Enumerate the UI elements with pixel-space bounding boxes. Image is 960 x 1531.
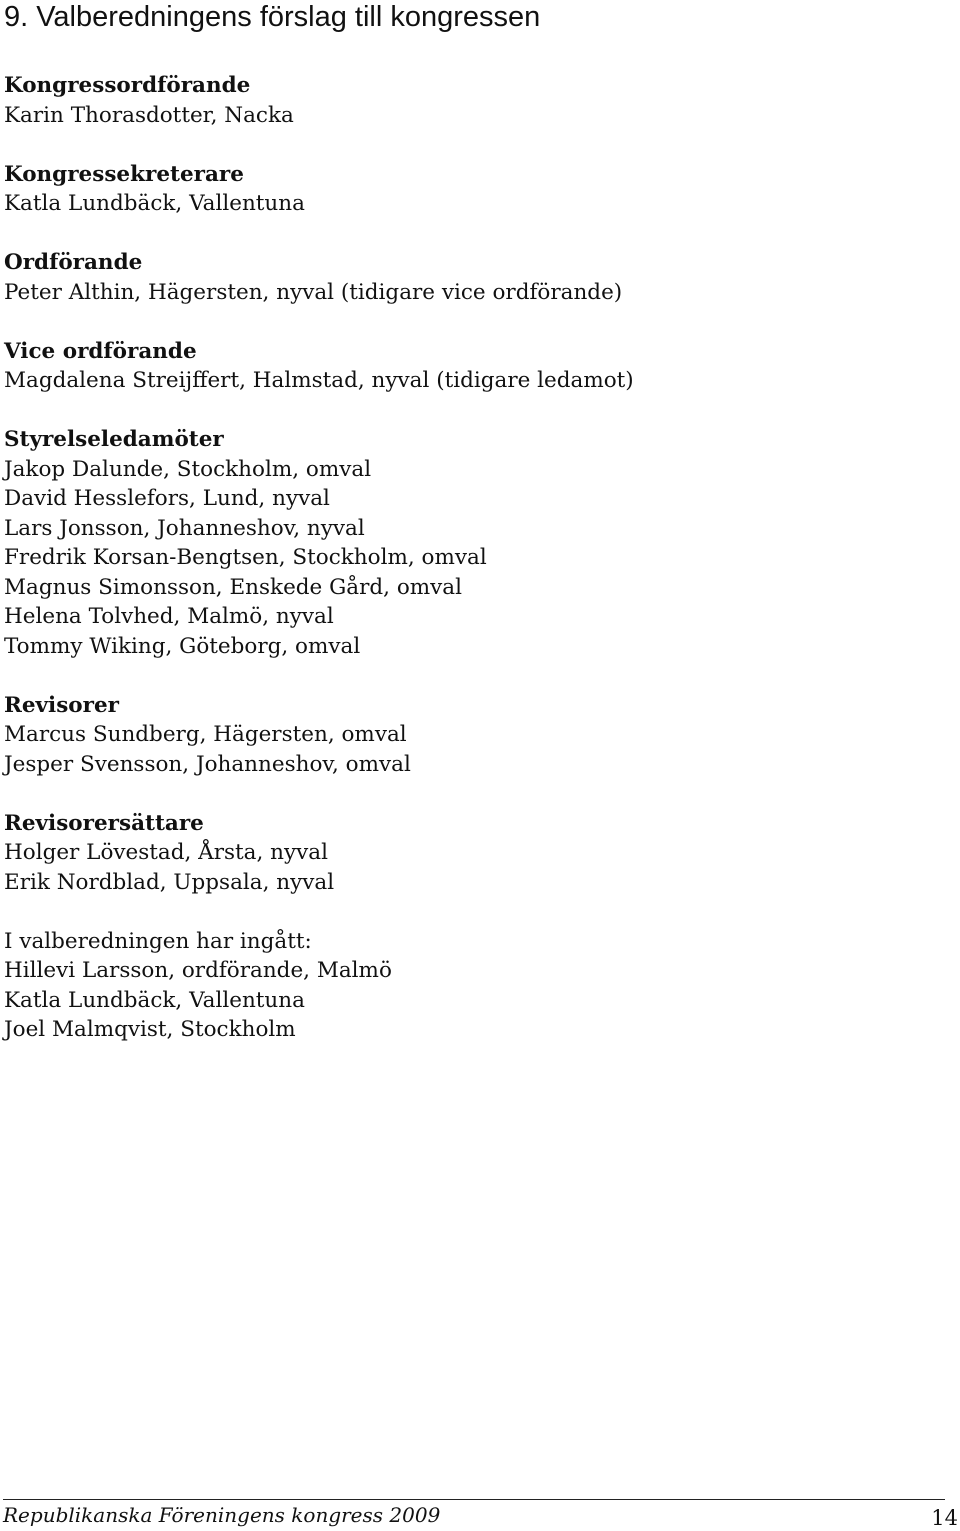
section-styrelseledamoter — [4, 425, 944, 661]
section-vice-ordforande — [4, 337, 944, 396]
committee-member: Hillevi Larsson, ordförande, Malmö — [4, 958, 392, 983]
section-line: Helena Tolvhed, Malmö, nyval — [4, 604, 334, 629]
page-title: 9. Valberedningens förslag till kongressen — [4, 1, 541, 33]
section-ordforande — [4, 248, 944, 307]
committee-member: Katla Lundbäck, Vallentuna — [4, 987, 305, 1013]
section-heading: Revisorersättare — [4, 810, 204, 836]
section-heading: Revisorer — [4, 692, 119, 718]
section-kongressekreterare — [4, 160, 944, 219]
section-line: Holger Lövestad, Årsta, nyval — [4, 840, 328, 865]
section-line: Erik Nordblad, Uppsala, nyval — [4, 869, 335, 895]
section-line: Jesper Svensson, Johanneshov, omval — [4, 751, 411, 777]
section-line: Peter Althin, Hägersten, nyval (tidigare vice ordförande) — [4, 279, 623, 305]
committee-intro: I valberedningen har ingått: — [4, 928, 312, 954]
section-line: Jakop Dalunde, Stockholm, omval — [4, 456, 372, 482]
footer-text: Republikanska Föreningens kongress 2009 — [3, 1503, 441, 1527]
section-line: Magdalena Streijffert, Halmstad, nyval (tidigare ledamot) — [4, 368, 634, 393]
section-line: Lars Jonsson, Johanneshov, nyval — [4, 515, 365, 541]
section-revisorersattare — [4, 809, 944, 898]
section-heading: Vice ordförande — [4, 338, 197, 364]
section-heading: Kongressekreterare — [4, 161, 244, 187]
section-line: Fredrik Korsan-Bengtsen, Stockholm, omval — [4, 545, 487, 570]
section-valberedning — [4, 927, 944, 1045]
section-heading: Styrelseledamöter — [4, 427, 224, 452]
section-line: Katla Lundbäck, Vallentuna — [4, 191, 305, 216]
section-line: Karin Thorasdotter, Nacka — [4, 102, 294, 128]
section-line: David Hesslefors, Lund, nyval — [4, 486, 330, 511]
committee-member: Joel Malmqvist, Stockholm — [4, 1017, 296, 1042]
page-number: 14 — [931, 1506, 958, 1530]
section-line: Tommy Wiking, Göteborg, omval — [4, 633, 361, 659]
section-line: Magnus Simonsson, Enskede Gård, omval — [4, 574, 462, 600]
footer-divider — [3, 1499, 945, 1500]
section-heading: Ordförande — [4, 250, 143, 275]
section-kongressordforande — [4, 71, 944, 130]
section-heading: Kongressordförande — [4, 73, 251, 98]
section-revisorer — [4, 691, 944, 780]
document-body — [4, 71, 944, 1074]
section-line: Marcus Sundberg, Hägersten, omval — [4, 722, 407, 747]
